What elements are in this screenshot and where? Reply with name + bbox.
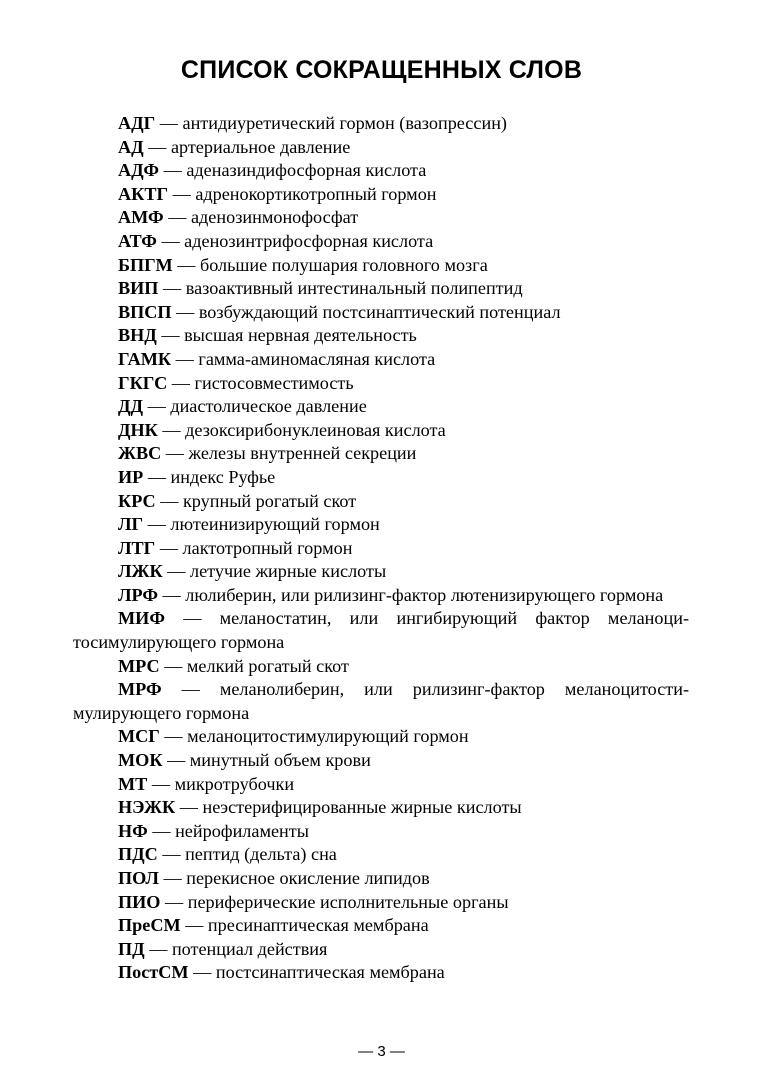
em-dash: — xyxy=(165,891,184,912)
abbreviation-definition: железы внутренней секреции xyxy=(188,443,417,464)
abbreviation-list xyxy=(73,112,689,985)
abbreviation-term: МРС xyxy=(118,655,160,676)
abbreviation-entry xyxy=(73,867,689,891)
abbreviation-term: МРФ xyxy=(118,679,162,700)
em-dash: — xyxy=(147,466,166,487)
abbreviation-definition: гистосовместимость xyxy=(194,372,354,393)
em-dash: — xyxy=(162,278,182,299)
abbreviation-term: АД xyxy=(118,136,144,157)
abbreviation-term: АКТГ xyxy=(118,183,169,204)
abbreviation-definition: меланоцитостимулирующий гормон xyxy=(187,726,469,747)
abbreviation-entry xyxy=(73,348,689,372)
abbreviation-entry xyxy=(73,277,689,301)
em-dash: — xyxy=(172,183,191,204)
abbreviation-entry xyxy=(73,301,689,325)
em-dash: — xyxy=(171,372,190,393)
abbreviation-term: МТ xyxy=(118,773,148,794)
em-dash: — xyxy=(183,608,202,629)
abbreviation-definition: лактотропный гормон xyxy=(182,537,353,558)
abbreviation-term: ГАМК xyxy=(118,348,172,369)
em-dash: — xyxy=(193,962,212,983)
abbreviation-term: МСГ xyxy=(118,726,160,747)
em-dash: — xyxy=(151,773,171,794)
abbreviation-entry xyxy=(73,136,689,160)
abbreviation-term: ВНД xyxy=(118,325,157,346)
abbreviation-term: МОК xyxy=(118,750,163,771)
abbreviation-definition: высшая нервная деятельность xyxy=(184,325,417,346)
abbreviation-term: БПГМ xyxy=(118,254,173,275)
abbreviation-term: НФ xyxy=(118,820,148,841)
abbreviation-entry xyxy=(73,820,689,844)
em-dash: — xyxy=(176,301,195,322)
abbreviation-term: ПреСМ xyxy=(118,915,181,936)
abbreviation-term: ЛГ xyxy=(118,514,144,535)
em-dash: — xyxy=(167,750,186,771)
abbreviation-entry xyxy=(73,843,689,867)
abbreviation-entry xyxy=(73,584,689,608)
abbreviation-definition: минутный объем крови xyxy=(189,750,371,771)
abbreviation-entry xyxy=(73,725,689,749)
abbreviation-definition: микротрубочки xyxy=(174,773,295,794)
abbreviation-entry xyxy=(73,607,689,654)
em-dash: — xyxy=(181,679,200,700)
abbreviation-entry xyxy=(73,419,689,443)
abbreviation-entry xyxy=(73,183,689,207)
page-number: — 3 — xyxy=(358,1043,405,1060)
abbreviation-entry xyxy=(73,112,689,136)
abbreviation-definition: пептид (дельта) сна xyxy=(185,844,337,865)
abbreviation-definition: лютеинизирующий гормон xyxy=(170,514,380,535)
em-dash: — xyxy=(167,561,186,582)
abbreviation-term: ВПСП xyxy=(118,301,172,322)
abbreviation-term: ЛЖК xyxy=(118,561,163,582)
abbreviation-entry xyxy=(73,938,689,962)
abbreviation-definition: вазоактивный интестинальный полипептид xyxy=(185,278,523,299)
abbreviation-term: ГКГС xyxy=(118,372,168,393)
abbreviation-entry xyxy=(73,159,689,183)
abbreviation-definition: пресинаптическая мембрана xyxy=(207,915,429,936)
abbreviation-entry xyxy=(73,206,689,230)
abbreviation-entry xyxy=(73,324,689,348)
abbreviation-definition: аденозинтрифосфорная кислота xyxy=(184,230,434,251)
abbreviation-entry xyxy=(73,796,689,820)
abbreviation-entry xyxy=(73,891,689,915)
abbreviation-entry xyxy=(73,490,689,514)
abbreviation-term: ВИП xyxy=(118,278,159,299)
em-dash: — xyxy=(161,325,180,346)
abbreviation-term: ЛРФ xyxy=(118,584,158,605)
abbreviation-entry xyxy=(73,749,689,773)
em-dash: — xyxy=(185,915,204,936)
abbreviation-term: ДНК xyxy=(118,419,158,440)
abbreviation-definition: перекисное окисление липидов xyxy=(186,868,430,888)
abbreviation-term: АДГ xyxy=(118,113,156,133)
abbreviation-entry xyxy=(73,961,689,985)
abbreviation-entry xyxy=(73,678,689,725)
abbreviation-definition: крупный рогатый скот xyxy=(182,490,357,511)
em-dash: — xyxy=(162,584,181,605)
abbreviation-definition: адренокортикотропный гормон xyxy=(195,183,437,204)
abbreviation-entry xyxy=(73,513,689,537)
abbreviation-term: ПОЛ xyxy=(118,868,159,888)
abbreviation-entry xyxy=(73,442,689,466)
em-dash: — xyxy=(147,396,166,417)
abbreviation-entry xyxy=(73,914,689,938)
em-dash: — xyxy=(149,938,168,959)
abbreviation-definition: аденозинмонофосфат xyxy=(190,207,359,228)
abbreviation-definition: большие полушария головного мозга xyxy=(199,254,488,275)
abbreviation-term: НЭЖК xyxy=(118,797,176,818)
abbreviation-definition: аденазиндифосфорная кислота xyxy=(186,160,427,181)
abbreviation-term: АМФ xyxy=(118,207,164,228)
abbreviation-definition: потенциал действия xyxy=(171,938,328,959)
em-dash: — xyxy=(165,443,184,464)
abbreviation-definition: мелкий рогатый скот xyxy=(186,655,349,676)
abbreviation-term: ПостСМ xyxy=(118,962,189,983)
em-dash: — xyxy=(159,113,178,133)
abbreviation-definition: неэстерифицированные жирные кислоты xyxy=(202,797,522,818)
em-dash: — xyxy=(164,726,183,747)
abbreviation-definition: постсинаптическая мембрана xyxy=(215,962,445,983)
abbreviation-entry xyxy=(73,560,689,584)
em-dash: — xyxy=(152,820,171,841)
abbreviation-term: АТФ xyxy=(118,230,157,251)
abbreviation-term: ПДС xyxy=(118,844,158,865)
em-dash: — xyxy=(161,230,180,251)
abbreviation-entry xyxy=(73,773,689,797)
em-dash: — xyxy=(159,537,178,558)
abbreviation-term: ПД xyxy=(118,938,145,959)
abbreviation-entry xyxy=(73,537,689,561)
em-dash: — xyxy=(177,254,196,275)
em-dash: — xyxy=(162,844,181,865)
abbreviation-definition: меланостатин, или ингибирующий фактор меланоцитосимулирующего гормона xyxy=(73,608,690,653)
abbreviation-term: АДФ xyxy=(118,160,160,181)
em-dash: — xyxy=(168,207,187,228)
em-dash: — xyxy=(147,514,166,535)
em-dash: — xyxy=(163,868,182,888)
page-title: СПИСОК СОКРАЩЕННЫХ СЛОВ xyxy=(180,56,583,84)
abbreviation-entry xyxy=(73,230,689,254)
abbreviation-term: ЖВС xyxy=(118,443,162,464)
abbreviation-definition: люлиберин, или рилизинг-фактор лютенизирующего гормона xyxy=(185,584,664,605)
abbreviation-definition: летучие жирные кислоты xyxy=(190,561,387,582)
em-dash: — xyxy=(162,419,181,440)
abbreviation-definition: периферические исполнительные органы xyxy=(187,891,509,912)
abbreviation-entry xyxy=(73,254,689,278)
abbreviation-term: ЛТГ xyxy=(118,537,156,558)
abbreviation-term: ДД xyxy=(118,396,144,417)
abbreviation-definition: меланолиберин, или рилизинг-фактор меланоцитостимулирующего гормона xyxy=(73,679,690,723)
em-dash: — xyxy=(164,655,183,676)
abbreviation-definition: артериальное давление xyxy=(170,136,351,157)
abbreviation-definition: диастолическое давление xyxy=(170,396,367,417)
em-dash: — xyxy=(163,160,182,181)
abbreviation-term: КРС xyxy=(118,490,156,511)
abbreviation-entry xyxy=(73,466,689,490)
abbreviation-entry xyxy=(73,372,689,396)
abbreviation-definition: возбуждающий постсинаптический потенциал xyxy=(198,301,561,322)
em-dash: — xyxy=(175,348,194,369)
abbreviation-definition: индекс Руфье xyxy=(170,466,276,487)
abbreviation-term: МИФ xyxy=(118,608,165,629)
abbreviation-term: ИР xyxy=(118,466,144,487)
abbreviation-entry xyxy=(73,655,689,679)
abbreviation-term: ПИО xyxy=(118,891,161,912)
abbreviation-definition: гамма-аминомасляная кислота xyxy=(198,348,436,369)
abbreviation-definition: антидиуретический гормон (вазопрессин) xyxy=(182,113,507,133)
em-dash: — xyxy=(148,136,167,157)
abbreviation-entry xyxy=(73,395,689,419)
abbreviation-definition: нейрофиламенты xyxy=(175,820,309,841)
em-dash: — xyxy=(179,797,198,818)
abbreviation-definition: дезоксирибонуклеиновая кислота xyxy=(185,419,446,440)
em-dash: — xyxy=(160,490,179,511)
